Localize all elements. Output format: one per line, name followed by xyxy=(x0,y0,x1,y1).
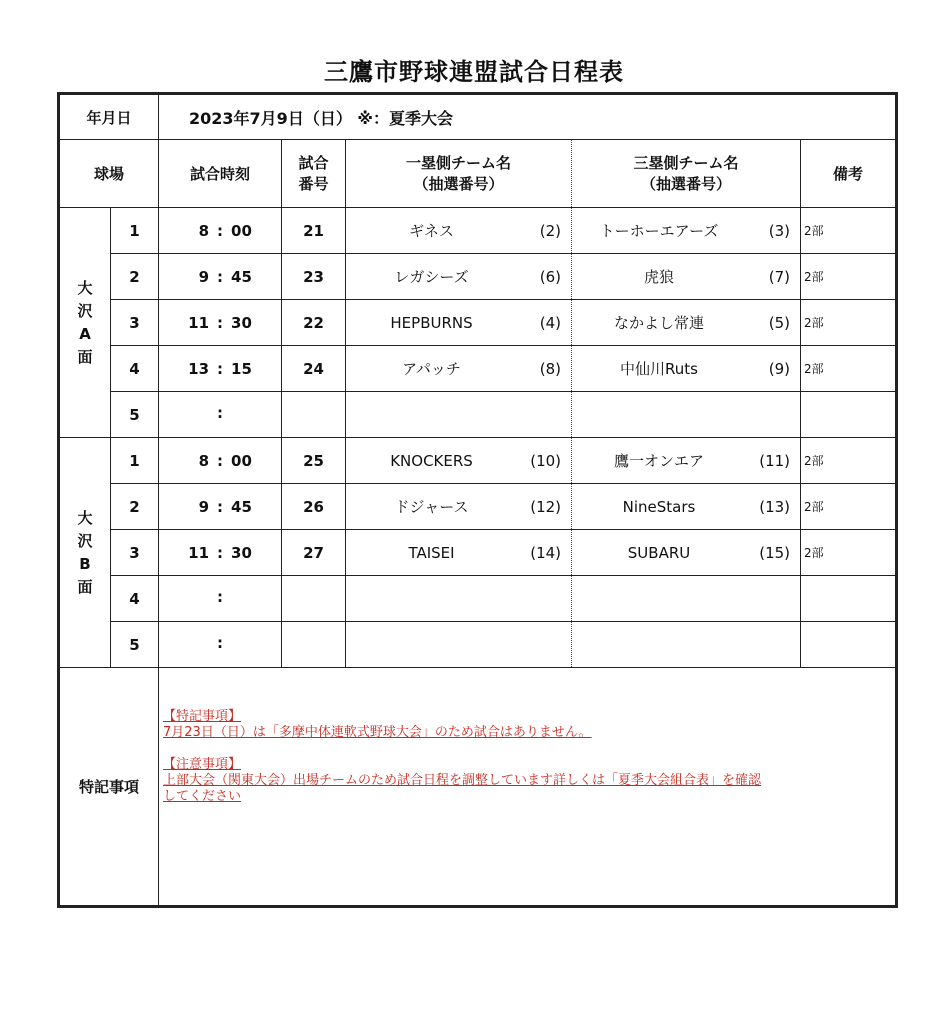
game-slot-number: 4 xyxy=(111,576,159,622)
third-base-draw-number: (5) xyxy=(768,313,791,332)
table-row xyxy=(59,438,897,484)
venue-name-char: 大 xyxy=(77,508,93,527)
start-minute xyxy=(231,634,253,652)
third-base-team-name: なかよし常連 xyxy=(614,314,705,332)
first-base-team xyxy=(346,484,572,530)
time-colon: : xyxy=(217,359,224,378)
table-row xyxy=(59,576,897,622)
first-base-team-name: ドジャース xyxy=(394,498,469,516)
game-slot-number: 3 xyxy=(111,300,159,346)
match-number: 27 xyxy=(282,530,346,576)
table-row xyxy=(59,254,897,300)
third-base-team-name: 鷹一オンエア xyxy=(614,452,705,470)
third-base-team-name: 虎狼 xyxy=(644,268,675,286)
game-slot-number: 4 xyxy=(111,346,159,392)
first-base-team xyxy=(346,622,572,668)
first-base-team-name: ギネス xyxy=(409,222,454,240)
notes-line: してください xyxy=(163,789,242,804)
table-row xyxy=(59,208,897,254)
match-number: 24 xyxy=(282,346,346,392)
date-row xyxy=(59,94,897,140)
start-minute: 45 xyxy=(231,497,252,516)
venue-name-char: 沢 xyxy=(77,531,93,550)
header-first-base-line1: 一塁側チーム名 xyxy=(406,153,512,172)
start-time xyxy=(159,300,282,346)
time-colon: : xyxy=(217,633,224,652)
venue-name xyxy=(59,438,111,668)
start-minute xyxy=(231,404,253,422)
first-base-draw-number: (4) xyxy=(539,313,562,332)
table-row xyxy=(59,530,897,576)
start-hour xyxy=(187,404,209,422)
first-base-team xyxy=(346,254,572,300)
third-base-team xyxy=(572,392,801,438)
table-row xyxy=(59,346,897,392)
header-first-base-line2: （抽選番号） xyxy=(413,174,504,193)
start-hour: 11 xyxy=(188,543,210,562)
notes-line: 上部大会（関東大会）出場チームのため試合日程を調整しています詳しくは「夏季大会組合表」を確認 xyxy=(163,773,762,788)
first-base-team-name: HEPBURNS xyxy=(390,313,473,332)
time-colon: : xyxy=(217,267,224,286)
venue-name-char: 大 xyxy=(77,278,93,297)
start-hour: 8 xyxy=(198,451,210,470)
match-number: 21 xyxy=(282,208,346,254)
start-time xyxy=(159,346,282,392)
start-time xyxy=(159,392,282,438)
third-base-team xyxy=(572,438,801,484)
third-base-team xyxy=(572,208,801,254)
start-minute: 15 xyxy=(231,359,252,378)
start-minute xyxy=(231,588,253,606)
third-base-team-name: SUBARU xyxy=(627,543,691,562)
match-number xyxy=(282,576,346,622)
game-slot-number: 3 xyxy=(111,530,159,576)
header-third-base-line2: （抽選番号） xyxy=(641,174,732,193)
third-base-team xyxy=(572,254,801,300)
first-base-team-name: レガシーズ xyxy=(394,268,469,286)
start-hour: 13 xyxy=(188,359,210,378)
first-base-draw-number: (8) xyxy=(539,359,562,378)
third-base-team xyxy=(572,576,801,622)
venue-name xyxy=(59,208,111,438)
time-colon: : xyxy=(217,403,224,422)
third-base-team xyxy=(572,346,801,392)
venue-name-char: 沢 xyxy=(77,301,93,320)
game-slot-number: 5 xyxy=(111,392,159,438)
header-third-base-line1: 三塁側チーム名 xyxy=(633,153,739,172)
header-venue: 球場 xyxy=(59,140,159,208)
start-time xyxy=(159,530,282,576)
remark: 2部 xyxy=(801,438,897,484)
start-minute: 00 xyxy=(231,221,252,240)
header-match-number-line2: 番号 xyxy=(298,174,329,193)
table-row xyxy=(59,484,897,530)
venue-name-char: 面 xyxy=(77,577,93,596)
page-title: 三鷹市野球連盟試合日程表 xyxy=(324,58,624,86)
remark xyxy=(801,576,897,622)
match-number: 26 xyxy=(282,484,346,530)
date-label: 年月日 xyxy=(59,94,159,140)
start-time xyxy=(159,208,282,254)
start-time xyxy=(159,438,282,484)
game-slot-number: 2 xyxy=(111,484,159,530)
third-base-team xyxy=(572,484,801,530)
match-number xyxy=(282,392,346,438)
header-match-number xyxy=(282,140,346,208)
schedule-table xyxy=(57,92,898,908)
first-base-team-name: アパッチ xyxy=(402,360,461,378)
game-slot-number: 5 xyxy=(111,622,159,668)
remark: 2部 xyxy=(801,300,897,346)
start-time xyxy=(159,254,282,300)
time-colon: : xyxy=(217,221,224,240)
first-base-draw-number: (2) xyxy=(539,221,562,240)
third-base-draw-number: (11) xyxy=(759,451,791,470)
first-base-draw-number: (10) xyxy=(530,451,562,470)
venue-name-char: B xyxy=(79,554,91,573)
venue-name-char: 面 xyxy=(77,347,93,366)
remark: 2部 xyxy=(801,346,897,392)
first-base-draw-number: (6) xyxy=(539,267,562,286)
start-time xyxy=(159,484,282,530)
remark: 2部 xyxy=(801,208,897,254)
table-row xyxy=(59,392,897,438)
header-remarks: 備考 xyxy=(801,140,897,208)
notes-body xyxy=(159,668,897,907)
remark xyxy=(801,622,897,668)
third-base-team xyxy=(572,530,801,576)
third-base-team-name: 中仙川Ruts xyxy=(620,360,698,378)
notes-row xyxy=(59,668,897,907)
time-colon: : xyxy=(217,313,224,332)
time-colon: : xyxy=(217,587,224,606)
third-base-draw-number: (9) xyxy=(768,359,791,378)
start-hour: 8 xyxy=(198,221,210,240)
venue-name-char: A xyxy=(79,324,91,343)
first-base-team xyxy=(346,300,572,346)
game-slot-number: 1 xyxy=(111,208,159,254)
start-hour: 9 xyxy=(198,267,210,286)
table-row xyxy=(59,622,897,668)
start-time xyxy=(159,622,282,668)
third-base-team-name: トーホーエアーズ xyxy=(599,222,719,240)
start-hour xyxy=(187,634,209,652)
header-third-base xyxy=(572,140,801,208)
third-base-team-name: NineStars xyxy=(622,497,696,516)
first-base-team xyxy=(346,208,572,254)
first-base-team-name: KNOCKERS xyxy=(390,451,473,470)
match-number xyxy=(282,622,346,668)
third-base-draw-number: (7) xyxy=(768,267,791,286)
table-row xyxy=(59,300,897,346)
remark: 2部 xyxy=(801,484,897,530)
match-number: 25 xyxy=(282,438,346,484)
first-base-team xyxy=(346,576,572,622)
first-base-team xyxy=(346,392,572,438)
time-colon: : xyxy=(217,451,224,470)
game-slot-number: 1 xyxy=(111,438,159,484)
notes-heading-caution: 【注意事項】 xyxy=(163,757,242,772)
first-base-team xyxy=(346,438,572,484)
date-value: 2023年7月9日（日） ※：夏季大会 xyxy=(159,94,897,140)
time-colon: : xyxy=(217,543,224,562)
remark: 2部 xyxy=(801,530,897,576)
remark: 2部 xyxy=(801,254,897,300)
start-time xyxy=(159,576,282,622)
start-hour: 9 xyxy=(198,497,210,516)
header-match-number-line1: 試合 xyxy=(298,153,329,172)
start-minute: 30 xyxy=(231,313,252,332)
third-base-team xyxy=(572,300,801,346)
first-base-team xyxy=(346,530,572,576)
start-hour xyxy=(187,588,209,606)
first-base-team-name: TAISEI xyxy=(408,543,455,562)
column-header-row xyxy=(59,140,897,208)
header-first-base xyxy=(346,140,572,208)
remark xyxy=(801,392,897,438)
notes-heading-special: 【特記事項】 xyxy=(163,709,242,724)
game-slot-number: 2 xyxy=(111,254,159,300)
time-colon: : xyxy=(217,497,224,516)
match-number: 23 xyxy=(282,254,346,300)
third-base-draw-number: (3) xyxy=(768,221,791,240)
match-number: 22 xyxy=(282,300,346,346)
first-base-draw-number: (12) xyxy=(530,497,562,516)
third-base-team xyxy=(572,622,801,668)
first-base-draw-number: (14) xyxy=(530,543,562,562)
notes-line: 7月23日（日）は「多摩中体連軟式野球大会」のため試合はありません。 xyxy=(163,725,592,740)
first-base-team xyxy=(346,346,572,392)
start-minute: 45 xyxy=(231,267,252,286)
notes-label: 特記事項 xyxy=(59,668,159,907)
start-minute: 30 xyxy=(231,543,252,562)
start-hour: 11 xyxy=(188,313,210,332)
start-minute: 00 xyxy=(231,451,252,470)
third-base-draw-number: (13) xyxy=(759,497,791,516)
header-time: 試合時刻 xyxy=(159,140,282,208)
third-base-draw-number: (15) xyxy=(759,543,791,562)
